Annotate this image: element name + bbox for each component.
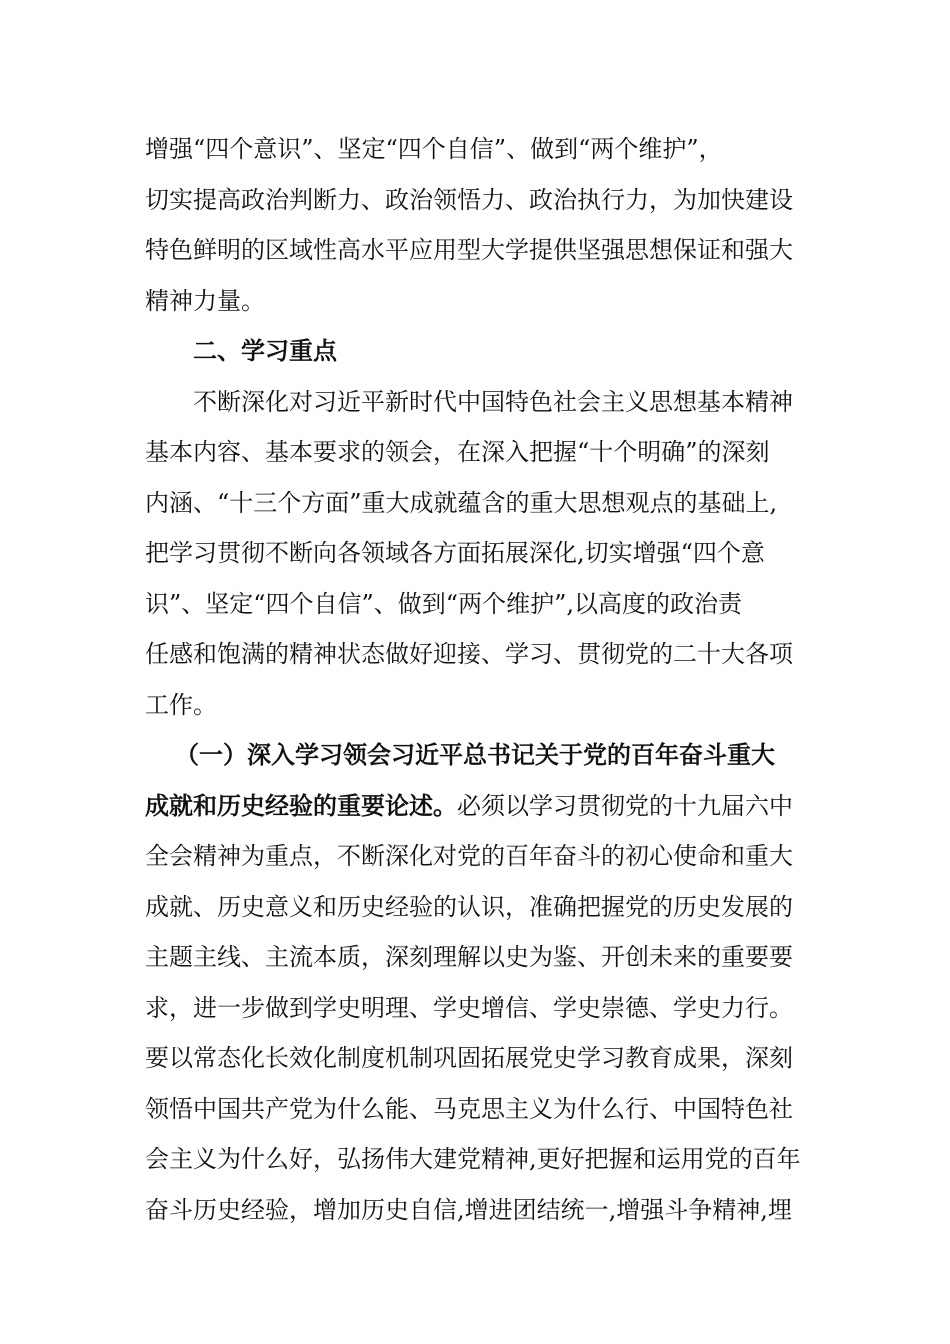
text-line: 切实提高政治判断力、政治领悟力、政治执行力，为加快建设 xyxy=(145,185,793,214)
section-heading xyxy=(145,326,815,377)
text-fragment: 必须以学习贯彻党的十九届六中 xyxy=(457,791,793,820)
text-line: 识”、坚定“四个自信”、做到“两个维护”,以高度的政治责 xyxy=(145,589,742,618)
paragraph-1 xyxy=(145,124,815,326)
text-line: 任感和饱满的精神状态做好迎接、学习、贯彻党的二十大各项 xyxy=(145,640,793,668)
text-line: 求，进一步做到学史明理、学史增信、学史崇德、学史力行。 xyxy=(145,993,793,1022)
text-line: 成就、历史意义和历史经验的认识，准确把握党的历史发展的 xyxy=(145,892,793,921)
text-line xyxy=(145,781,815,832)
text-line: 领悟中国共产党为什么能、马克思主义为什么行、中国特色社 xyxy=(145,1094,793,1123)
text-line: 精神力量。 xyxy=(145,286,265,315)
paragraph-3 xyxy=(145,730,815,1235)
subsection-1-title: （一）深入学习领会习近平总书记关于党的百年奋斗重大 xyxy=(175,741,775,769)
paragraph-2 xyxy=(145,377,815,731)
text-line: 不断深化对习近平新时代中国特色社会主义思想基本精神 xyxy=(193,387,793,416)
subsection-1-title-end: 成就和历史经验的重要论述。 xyxy=(145,791,457,820)
text-line: 把学习贯彻不断向各领域各方面拓展深化,切实增强“四个意 xyxy=(145,539,765,567)
text-line: 基本内容、基本要求的领会，在深入把握“十个明确”的深刻 xyxy=(145,438,770,466)
section-2-heading: 二、学习重点 xyxy=(193,337,337,365)
text-line: 全会精神为重点，不断深化对党的百年奋斗的初心使命和重大 xyxy=(145,842,793,870)
text-line: 增强“四个意识”、坚定“四个自信”、做到“两个维护”， xyxy=(145,135,723,163)
text-line: 特色鲜明的区域性高水平应用型大学提供坚强思想保证和强大 xyxy=(145,236,793,264)
document-body xyxy=(145,124,815,1235)
text-line: 奋斗历史经验，增加历史自信,增进团结统一,增强斗争精神,埋 xyxy=(145,1195,792,1224)
text-line: 内涵、“十三个方面”重大成就蕴含的重大思想观点的基础上, xyxy=(145,488,778,517)
text-line: 工作。 xyxy=(145,690,217,719)
text-line: 主题主线、主流本质，深刻理解以史为鉴、开创未来的重要要 xyxy=(145,943,793,971)
text-line: 要以常态化长效化制度机制巩固拓展党史学习教育成果，深刻 xyxy=(145,1044,793,1072)
text-line: 会主义为什么好，弘扬伟大建党精神,更好把握和运用党的百年 xyxy=(145,1145,801,1173)
